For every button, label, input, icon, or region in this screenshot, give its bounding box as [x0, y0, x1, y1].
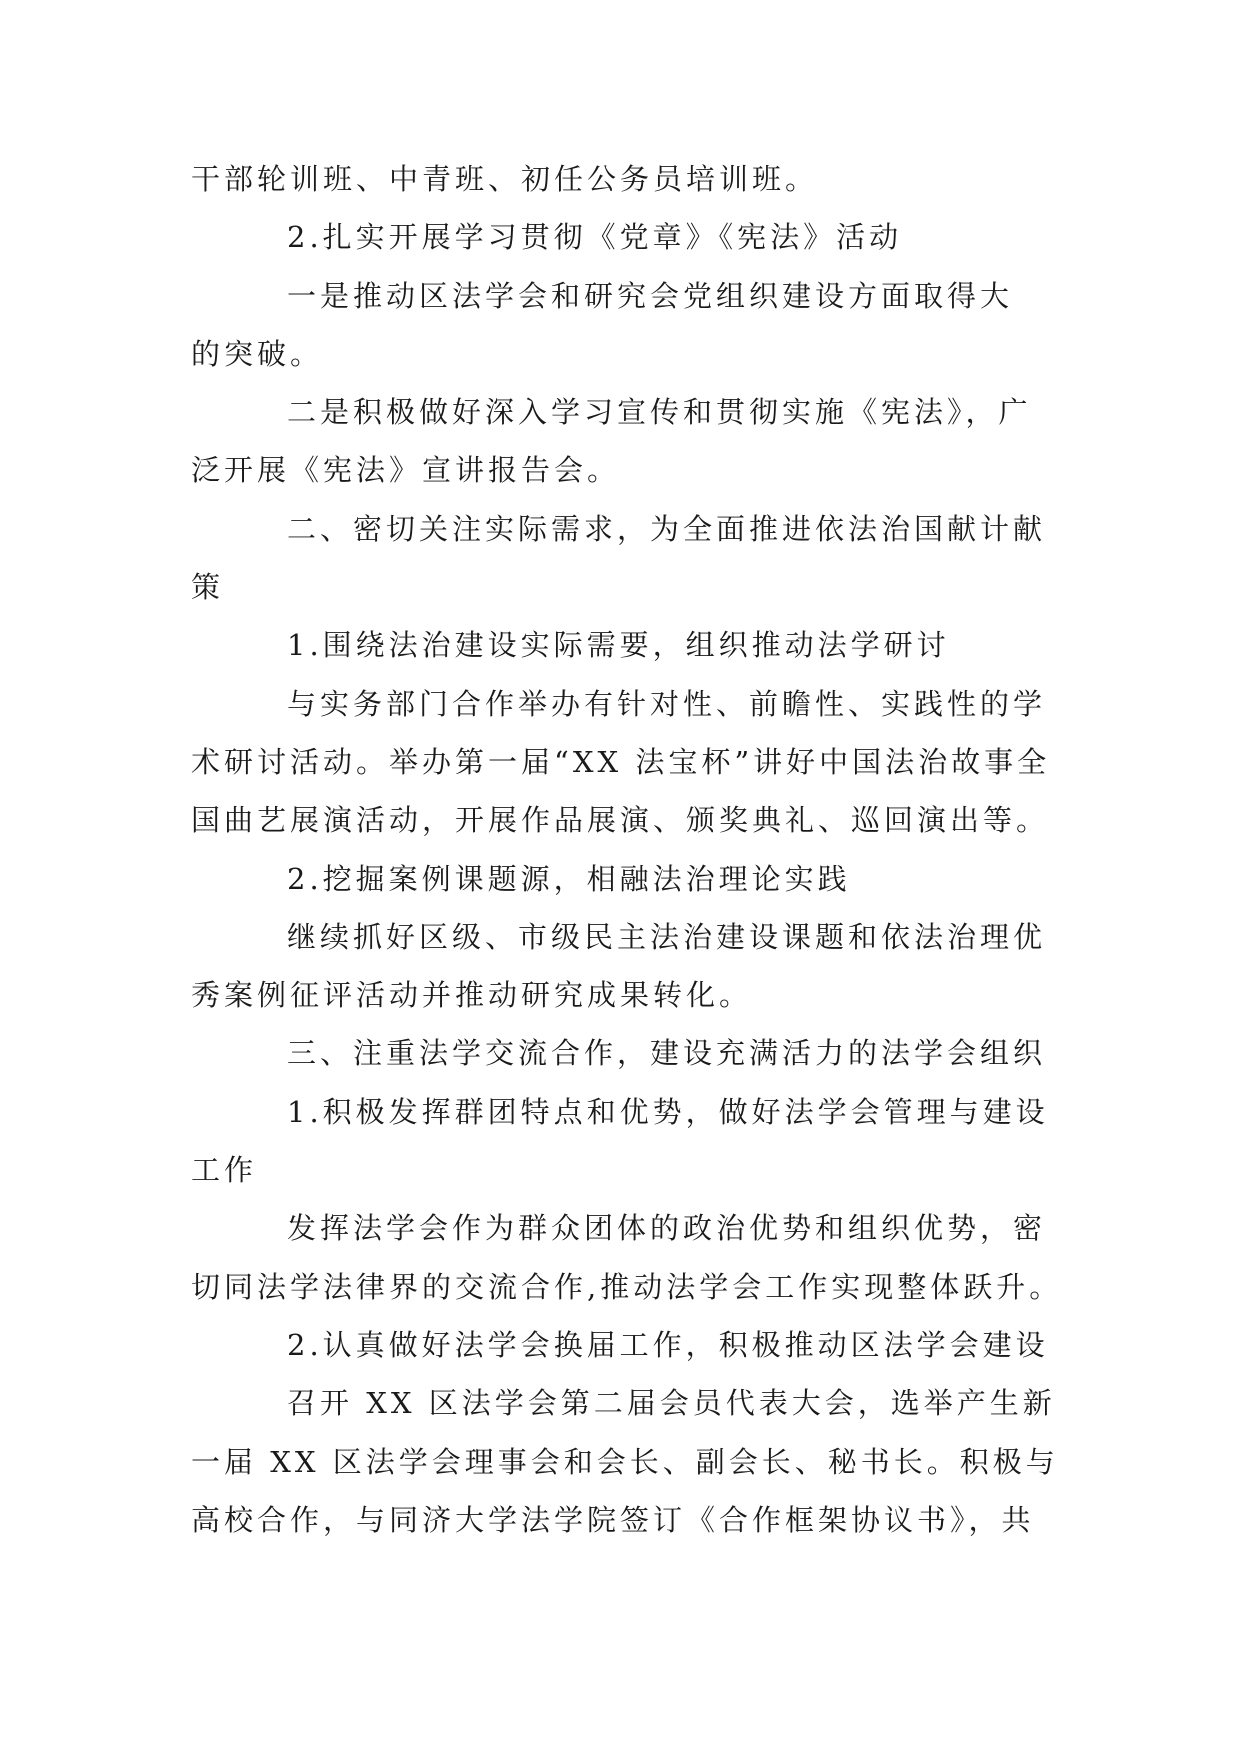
text-line-24: 高校合作，与同济大学法学院签订《合作框架协议书》，共 [191, 1502, 1035, 1537]
text-line-23: 一届 XX 区法学会理事会和会长、副会长、秘书长。积极与 [191, 1444, 1059, 1479]
text-line-1: 干部轮训班、中青班、初任公务员培训班。 [191, 162, 819, 196]
body-text [191, 150, 1063, 1549]
text-line-14: 继续抓好区级、市级民主法治建设课题和依法治理优 [287, 919, 1047, 954]
text-line-15: 秀案例征评活动并推动研究成果转化。 [191, 978, 753, 1013]
text-line-17: 1.积极发挥群团特点和优势，做好法学会管理与建设 [287, 1094, 1049, 1129]
text-line-8: 策 [191, 570, 225, 605]
text-line-6: 泛开展《宪法》宣讲报告会。 [191, 453, 621, 488]
text-line-9: 1.围绕法治建设实际需要，组织推动法学研讨 [287, 628, 950, 663]
text-line-11: 术研讨活动。举办第一届“XX 法宝杯”讲好中国法治故事全 [191, 744, 1051, 779]
text-line-18: 工作 [191, 1153, 258, 1188]
text-line-2: 2.扎实开展学习贯彻《党章》《宪法》活动 [287, 220, 903, 255]
text-line-21: 2.认真做好法学会换届工作，积极推动区法学会建设 [287, 1327, 1049, 1362]
text-line-12: 国曲艺展演活动，开展作品展演、颁奖典礼、巡回演出等。 [191, 803, 1050, 838]
text-line-7: 二、密切关注实际需求，为全面推进依法治国献计献 [287, 511, 1047, 546]
text-line-3: 一是推动区法学会和研究会党组织建设方面取得大 [287, 278, 1014, 313]
text-line-10: 与实务部门合作举办有针对性、前瞻性、实践性的学 [287, 686, 1047, 721]
text-line-20: 切同法学法律界的交流合作,推动法学会工作实现整体跃升。 [191, 1269, 1063, 1304]
text-line-19: 发挥法学会作为群众团体的政治优势和组织优势，密 [287, 1211, 1047, 1246]
text-line-13: 2.挖掘案例课题源，相融法治理论实践 [287, 861, 851, 896]
text-line-5: 二是积极做好深入学习宣传和贯彻实施《宪法》，广 [287, 395, 1032, 430]
text-line-4: 的突破。 [191, 336, 324, 371]
text-line-16: 三、注重法学交流合作，建设充满活力的法学会组织 [287, 1036, 1047, 1071]
text-line-22: 召开 XX 区法学会第二届会员代表大会，选举产生新 [287, 1386, 1056, 1421]
